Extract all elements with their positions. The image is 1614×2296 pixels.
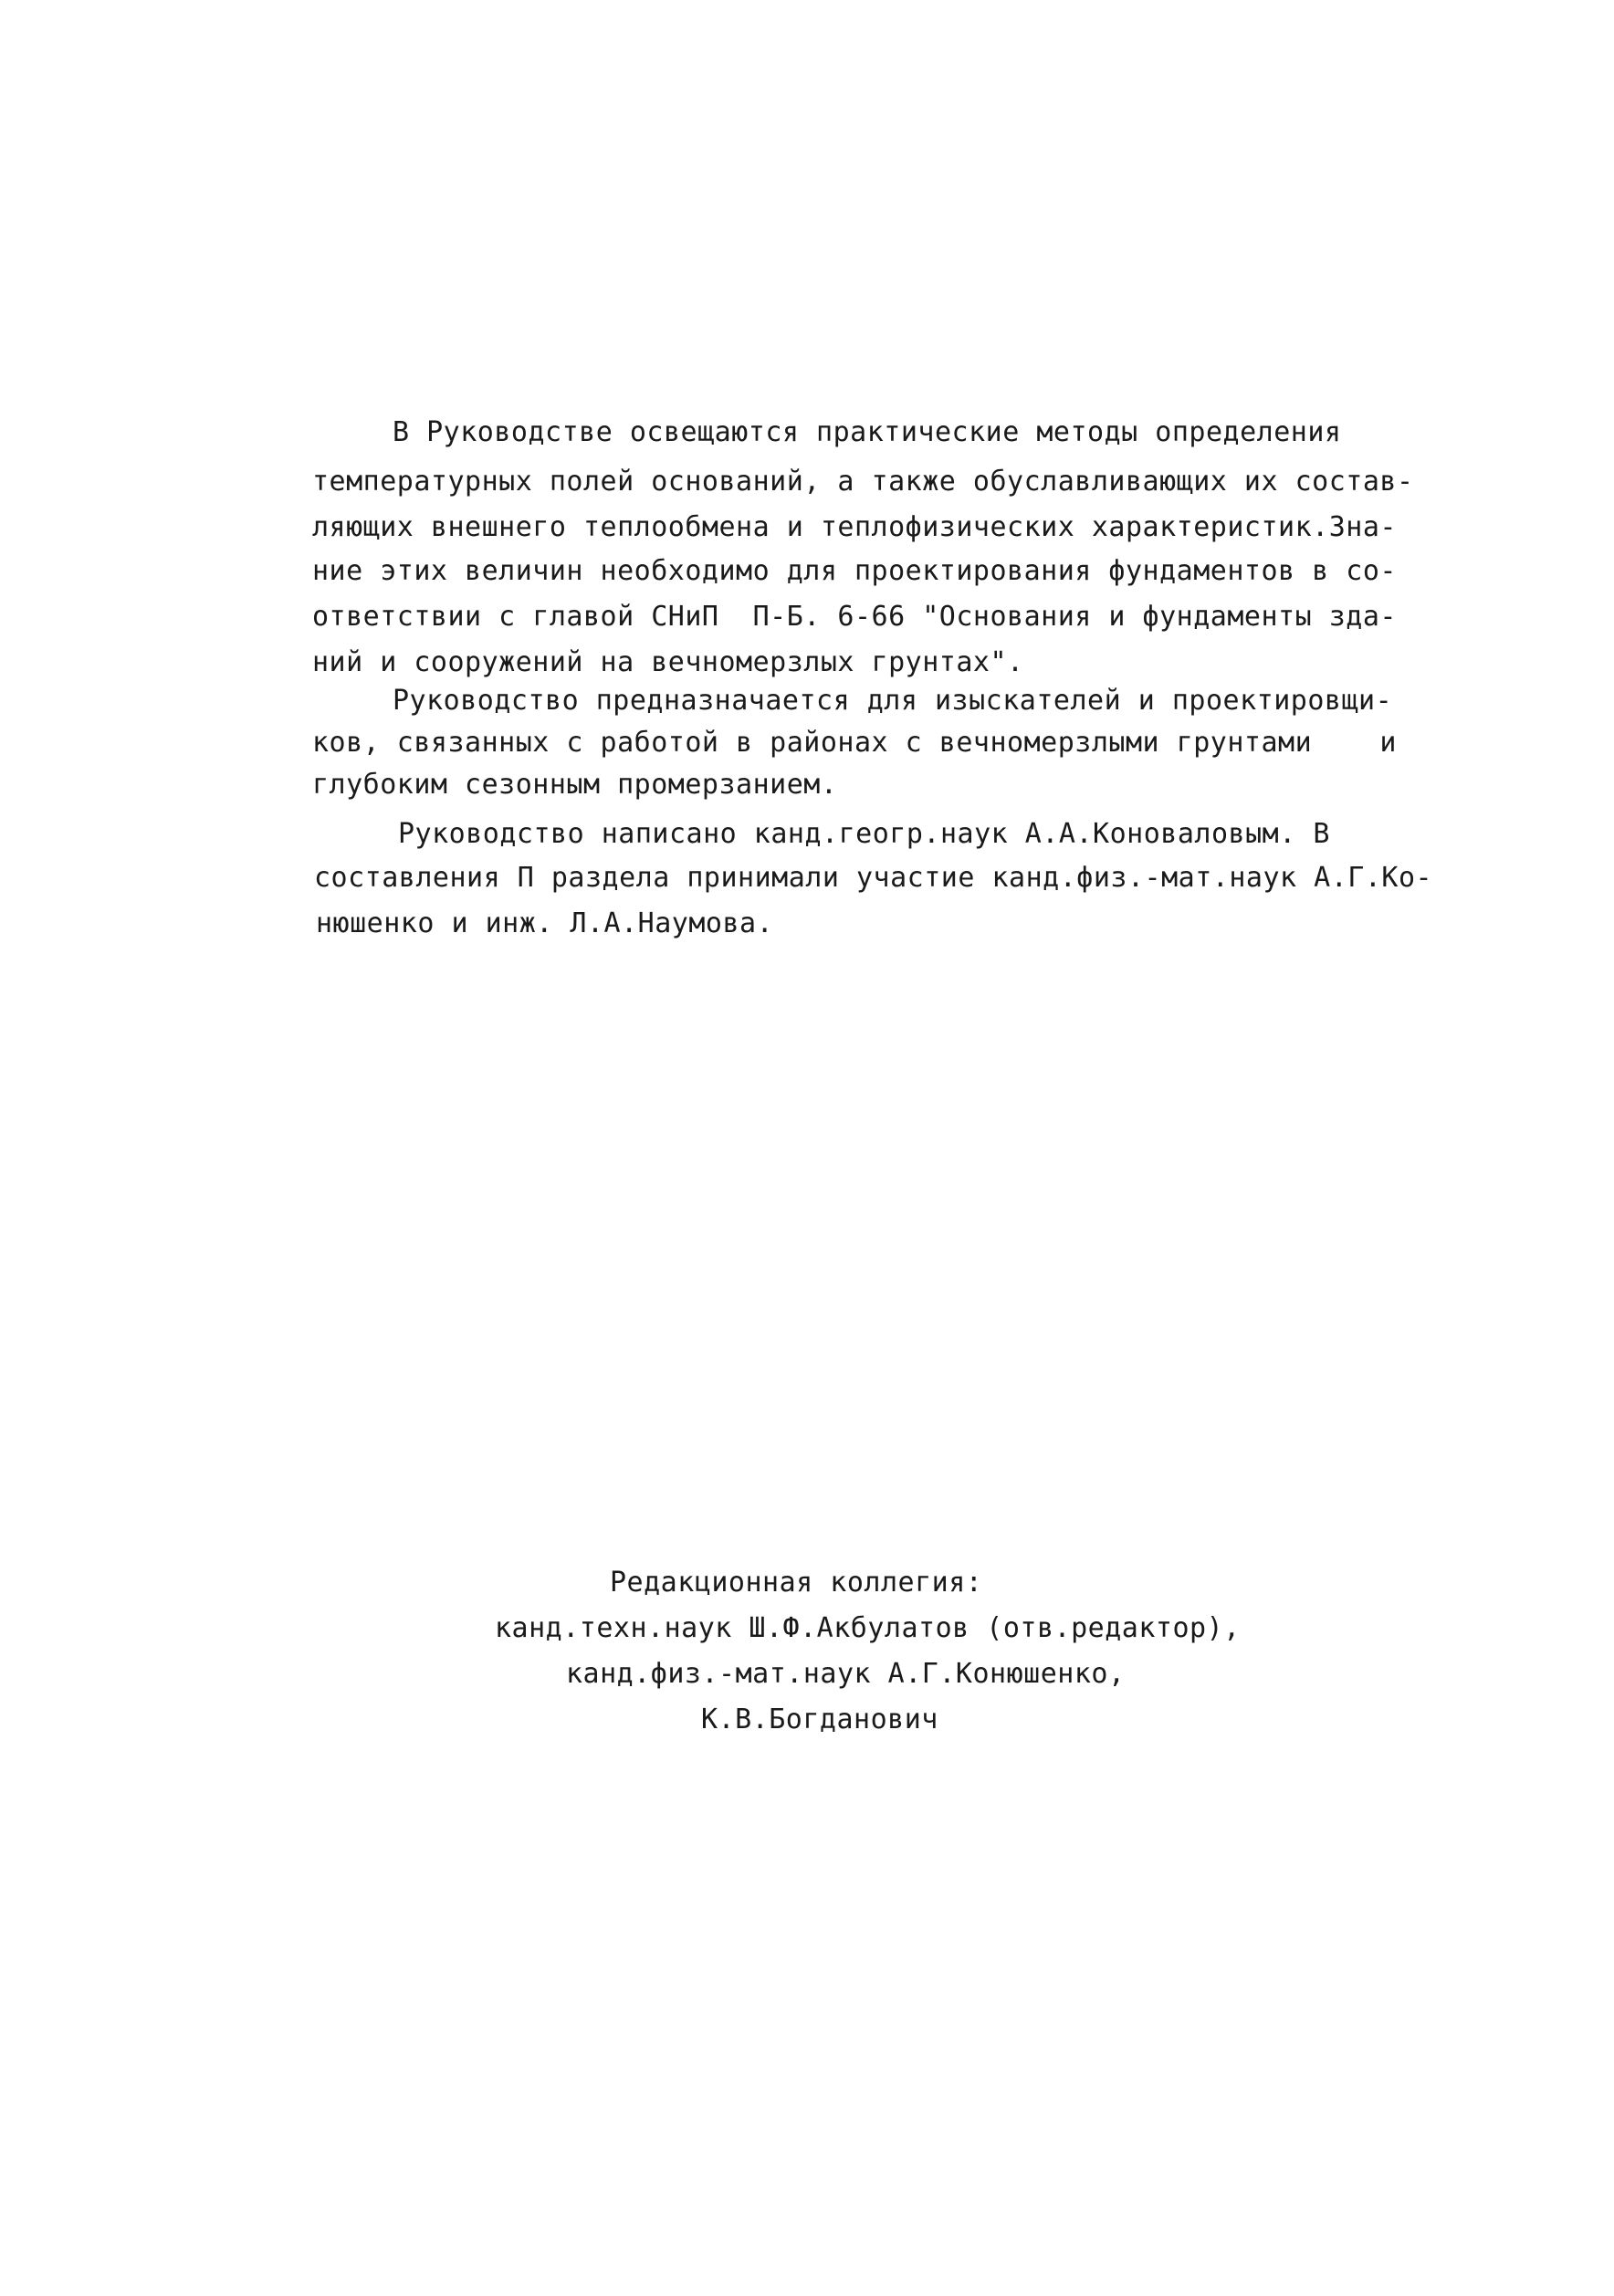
- text-line: В Руководстве освещаются практические методы определения: [393, 416, 1342, 448]
- text-line: ответствии с главой СНиП П-Б. 6-66 "Основания и фундаменты зда-: [312, 601, 1397, 633]
- text-line: глубоким сезонным промерзанием.: [312, 769, 838, 801]
- text-line: температурных полей оснований, а также обуславливающих их состав-: [312, 466, 1414, 498]
- text-line: ляющих внешнего теплообмена и теплофизических характеристик.Зна-: [312, 511, 1397, 543]
- editorial-board-member: К.В.Богданович: [701, 1704, 938, 1735]
- text-line: Руководство предназначается для изыскателей и проектировщи-: [393, 685, 1393, 717]
- text-line: ков, связанных с работой в районах с вечномерзлыми грунтами и: [312, 727, 1397, 759]
- editorial-board-member: канд.техн.наук Ш.Ф.Акбулатов (отв.редактор),: [495, 1612, 1241, 1644]
- text-line: Руководство написано канд.геогр.наук А.А.Коноваловым. В: [398, 818, 1330, 850]
- text-line: ний и сооружений на вечномерзлых грунтах".: [312, 646, 1024, 678]
- editorial-board-title: Редакционная коллегия:: [610, 1567, 983, 1599]
- text-line: составления П раздела принимали участие канд.физ.-мат.наук А.Г.Ко-: [314, 862, 1433, 894]
- text-line: ние этих величин необходимо для проектирования фундаментов в со-: [312, 555, 1397, 587]
- editorial-board-member: канд.физ.-мат.наук А.Г.Конюшенко,: [566, 1658, 1126, 1690]
- text-line: нюшенко и инж. Л.А.Наумова.: [316, 907, 774, 939]
